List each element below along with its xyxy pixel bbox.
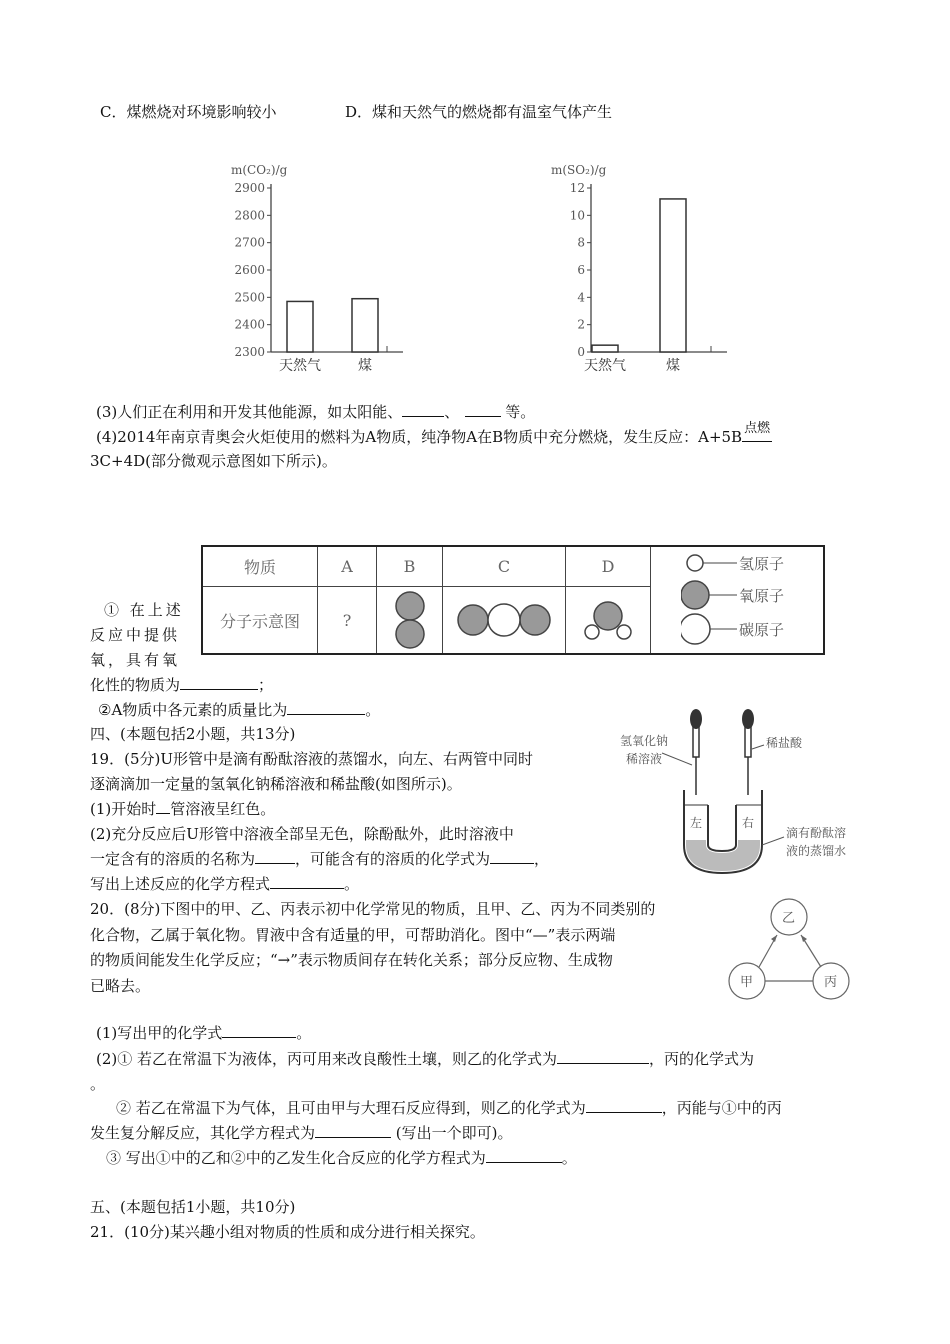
x-tick-label: 煤 bbox=[666, 358, 680, 374]
q4-sub1-line3: 氧，具有氧 bbox=[90, 651, 181, 669]
q19-line2: 逐滴滴加一定量的氢氧化钠稀溶液和稀盐酸(如图所示)。 bbox=[90, 775, 462, 793]
bar-0 bbox=[592, 345, 618, 352]
fig-right-label: 右 bbox=[742, 816, 755, 830]
q19-line6 bbox=[90, 874, 359, 894]
option-c: C．煤燃烧对环境影响较小 bbox=[100, 103, 277, 121]
node-yi: 乙 bbox=[782, 911, 796, 926]
oxygen-molecule-icon bbox=[390, 588, 430, 652]
q20-p5-text: ③ 写出①中的乙和②中的乙发生化合反应的化学方程式为 bbox=[106, 1149, 486, 1167]
node-jia: 甲 bbox=[740, 975, 754, 990]
q19-p3-blank[interactable] bbox=[270, 874, 344, 889]
q20-part5 bbox=[106, 1148, 577, 1168]
q19-line3 bbox=[90, 799, 275, 819]
x-tick-label: 煤 bbox=[358, 358, 372, 374]
q3-blank-2[interactable] bbox=[465, 402, 501, 417]
q4-sub2-end: 。 bbox=[365, 701, 381, 719]
q4-sub2-text: ②A物质中各元素的质量比为 bbox=[98, 701, 288, 719]
y-tick-label: 8 bbox=[577, 235, 585, 250]
q19-p2-end: ， bbox=[534, 850, 550, 868]
q20-part2 bbox=[96, 1049, 754, 1069]
option-d: D．煤和天然气的燃烧都有温室气体产生 bbox=[345, 103, 613, 121]
water-molecule-icon bbox=[578, 596, 638, 644]
q20-p1-text: (1)写出甲的化学式 bbox=[96, 1024, 223, 1042]
relation-figure bbox=[725, 895, 855, 1005]
fig-naoh-label2: 稀溶液 bbox=[626, 752, 663, 766]
fig-water-label1: 滴有酚酞溶 bbox=[786, 826, 847, 840]
q3-text: (3)人们正在利用和开发其他能源，如太阳能、 bbox=[96, 403, 403, 421]
q20-p5-blank[interactable] bbox=[486, 1148, 562, 1163]
q4-sub1-blank[interactable] bbox=[180, 675, 258, 690]
y-tick-label: 2600 bbox=[234, 263, 265, 277]
section-4-heading: 四、(本题包括2小题，共13分) bbox=[90, 725, 296, 743]
q4-sub1-text: 化性的物质为 bbox=[90, 676, 181, 694]
q20-line3: 的物质间能发生化学反应；“→”表示物质间存在转化关系；部分反应物、生成物 bbox=[90, 951, 613, 969]
q19-p1-text: (1)开始时 bbox=[90, 800, 157, 818]
col-c: C bbox=[443, 547, 566, 587]
q20-part3 bbox=[116, 1098, 782, 1118]
molecule-table bbox=[201, 545, 825, 655]
y-axis-label: m(CO₂)/g bbox=[231, 163, 288, 177]
node-bing: 丙 bbox=[824, 975, 838, 990]
molecule-d bbox=[566, 587, 651, 653]
q19-p1-blank[interactable] bbox=[156, 799, 170, 814]
question-3 bbox=[96, 402, 535, 422]
col-b: B bbox=[377, 547, 443, 587]
q20-p2-blank[interactable] bbox=[557, 1049, 649, 1064]
q20-line4: 已略去。 bbox=[90, 977, 151, 995]
atom-legend bbox=[651, 547, 823, 653]
y-tick-label: 2400 bbox=[234, 317, 265, 332]
q3-blank-1[interactable] bbox=[402, 402, 444, 417]
legend-hydrogen: 氢原子 bbox=[739, 555, 785, 573]
y-tick-label: 2500 bbox=[234, 290, 265, 305]
q20-line2: 化合物，乙属于氧化物。胃液中含有适量的甲，可帮助消化。图中“—”表示两端 bbox=[90, 926, 616, 944]
table-row-label: 分子示意图 bbox=[203, 587, 318, 653]
q19-p1-end: 管溶液呈红色。 bbox=[170, 800, 276, 818]
q20-p1-end: 。 bbox=[296, 1024, 312, 1042]
y-tick-label: 2 bbox=[577, 317, 585, 332]
col-a: A bbox=[318, 547, 377, 587]
legend-carbon: 碳原子 bbox=[739, 621, 785, 639]
q20-p4-end: (写出一个即可)。 bbox=[391, 1124, 513, 1142]
y-tick-label: 2900 bbox=[234, 181, 265, 195]
fig-left-label: 左 bbox=[690, 816, 703, 830]
fig-naoh-label1: 氢氧化钠 bbox=[620, 734, 669, 748]
y-tick-label: 12 bbox=[569, 181, 585, 195]
y-axis-label: m(SO₂)/g bbox=[551, 163, 607, 177]
y-tick-label: 10 bbox=[569, 208, 585, 223]
condition-label: 点燃 bbox=[744, 421, 771, 436]
legend-atom-icons bbox=[681, 553, 741, 649]
section-5-heading: 五、(本题包括1小题，共10分) bbox=[90, 1198, 296, 1216]
q20-p2-end: 。 bbox=[90, 1075, 106, 1093]
fig-hcl-label: 稀盐酸 bbox=[766, 736, 803, 750]
q20-part1 bbox=[96, 1023, 311, 1043]
q19-line5 bbox=[90, 849, 549, 869]
molecule-b bbox=[377, 587, 443, 653]
q20-p3-text: ② 若乙在常温下为气体，且可由甲与大理石反应得到，则乙的化学式为 bbox=[116, 1099, 586, 1117]
q20-p4-blank[interactable] bbox=[315, 1123, 391, 1138]
q4-sub1-line2: 反应中提供 bbox=[90, 626, 181, 644]
reaction-arrow bbox=[742, 421, 772, 442]
q19-p2-text: 一定含有的溶质的名称为 bbox=[90, 850, 256, 868]
q20-line1: 20．(8分)下图中的甲、乙、丙表示初中化学常见的物质，且甲、乙、丙为不同类别的 bbox=[90, 900, 656, 918]
col-d: D bbox=[566, 547, 651, 587]
molecule-c bbox=[443, 587, 566, 653]
q19-p2-mid: ，可能含有的溶质的化学式为 bbox=[295, 850, 491, 868]
y-tick-label: 6 bbox=[577, 263, 585, 277]
q20-p1-blank[interactable] bbox=[222, 1023, 296, 1038]
q19-line1: 19．(5分)U形管中是滴有酚酞溶液的蒸馏水，向左、右两管中同时 bbox=[90, 750, 533, 768]
y-tick-label: 0 bbox=[577, 345, 585, 359]
q4-line1: (4)2014年南京青奥会火炬使用的燃料为A物质，纯净物A在B物质中充分燃烧，发生反应：A+5B bbox=[96, 428, 743, 446]
u-tube-figure bbox=[612, 705, 872, 885]
q4-sub1-line4 bbox=[90, 675, 273, 695]
co2-molecule-icon bbox=[454, 600, 554, 640]
molecule-a: ? bbox=[318, 587, 377, 653]
q4-sub1-end: ； bbox=[258, 676, 274, 694]
q20-p3-blank[interactable] bbox=[586, 1098, 662, 1113]
bar-0 bbox=[287, 301, 313, 352]
bar-1 bbox=[352, 299, 378, 352]
legend-oxygen: 氧原子 bbox=[739, 587, 785, 605]
q20-p5-end: 。 bbox=[561, 1149, 577, 1167]
x-tick-label: 天然气 bbox=[279, 358, 321, 374]
q4-sub2 bbox=[98, 700, 380, 720]
q19-line4: (2)充分反应后U形管中溶液全部呈无色，除酚酞外，此时溶液中 bbox=[90, 825, 514, 843]
q19-p3-text: 写出上述反应的化学方程式 bbox=[90, 875, 271, 893]
q20-p3-mid: ，丙能与①中的丙 bbox=[661, 1099, 782, 1117]
q4-sub2-blank[interactable] bbox=[287, 700, 365, 715]
table-header-label: 物质 bbox=[203, 547, 318, 587]
q3-sep: 、 bbox=[444, 403, 460, 421]
co2-bar-chart bbox=[225, 160, 410, 380]
y-tick-label: 2300 bbox=[234, 345, 265, 359]
q4-sub1-line1: ① 在上述 bbox=[104, 601, 184, 619]
q19-p2-blank1[interactable] bbox=[255, 849, 295, 864]
q21-line: 21．(10分)某兴趣小组对物质的性质和成分进行相关探究。 bbox=[90, 1223, 485, 1241]
x-tick-label: 天然气 bbox=[584, 358, 626, 374]
q19-p3-end: 。 bbox=[344, 875, 360, 893]
question-4-line1 bbox=[96, 421, 772, 447]
q3-end: 等。 bbox=[505, 403, 536, 421]
y-tick-label: 2700 bbox=[234, 235, 265, 250]
y-tick-label: 4 bbox=[577, 290, 585, 305]
y-tick-label: 2800 bbox=[234, 208, 265, 223]
q20-p4-text: 发生复分解反应，其化学方程式为 bbox=[90, 1124, 316, 1142]
q20-part4 bbox=[90, 1123, 513, 1143]
so2-bar-chart bbox=[545, 160, 735, 380]
q4-line2: 3C+4D(部分微观示意图如下所示)。 bbox=[90, 452, 337, 470]
fig-water-label2: 液的蒸馏水 bbox=[786, 844, 847, 858]
q20-p2-text: (2)① 若乙在常温下为液体，丙可用来改良酸性土壤，则乙的化学式为 bbox=[96, 1050, 558, 1068]
q19-p2-blank2[interactable] bbox=[490, 849, 534, 864]
q20-p2-mid: ，丙的化学式为 bbox=[649, 1050, 755, 1068]
bar-1 bbox=[660, 199, 686, 352]
